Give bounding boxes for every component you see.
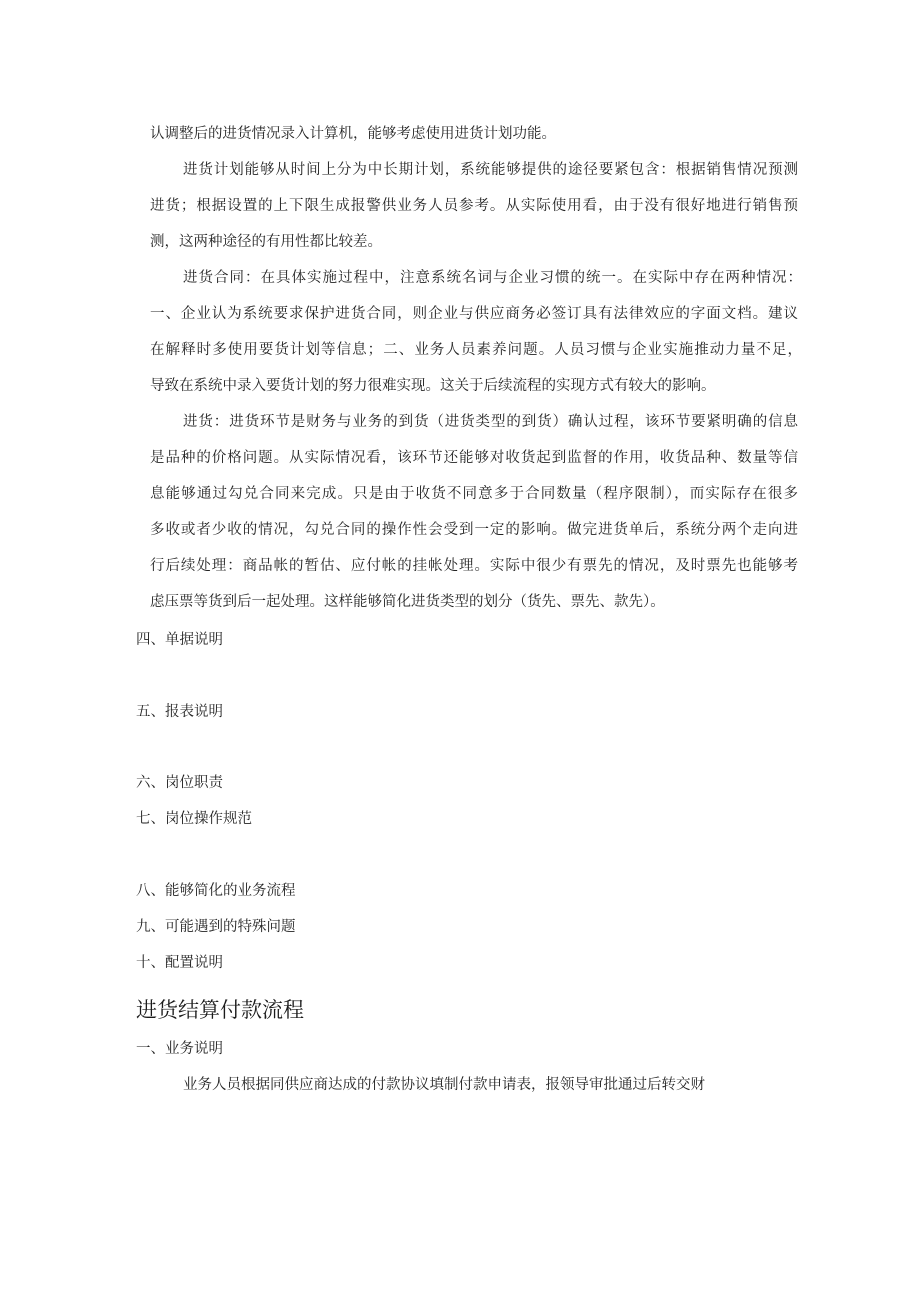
paragraph-line: 进货合同：在具体实施过程中，注意系统名词与企业习惯的统一。在实际中存在两种情况： [183, 270, 802, 286]
document-heading: 进货结算付款流程 [136, 998, 304, 1022]
paragraph-line: 认调整后的进货情况录入计算机，能够考虑使用进货计划功能。 [150, 126, 556, 142]
paragraph-line: 一、企业认为系统要求保护进货合同，则企业与供应商务必签订具有法律效应的字面文档。建议 [150, 306, 798, 322]
section-heading-9: 九、可能遇到的特殊问题 [136, 919, 296, 935]
section-heading-5: 五、报表说明 [136, 704, 223, 720]
paragraph-line: 是品种的价格问题。从实际情况看，该环节还能够对收货起到监督的作用，收货品种、数量等信 [150, 450, 798, 466]
paragraph-line: 测，这两种途径的有用性都比较差。 [150, 234, 382, 250]
section-heading-7: 七、岗位操作规范 [136, 811, 252, 827]
paragraph-line: 进货：进货环节是财务与业务的到货（进货类型的到货）确认过程，该环节要紧明确的信息 [183, 414, 798, 430]
paragraph-line: 行后续处理：商品帐的暂估、应付帐的挂帐处理。实际中很少有票先的情况，及时票先也能够考 [150, 558, 798, 574]
paragraph-line: 进货；根据设置的上下限生成报警供业务人员参考。从实际使用看，由于没有很好地进行销售预 [150, 198, 798, 214]
section-heading-6: 六、岗位职责 [136, 775, 223, 791]
paragraph-line: 进货计划能够从时间上分为中长期计划，系统能够提供的途径要紧包含：根据销售情况预测 [183, 162, 798, 178]
paragraph-line: 多收或者少收的情况，勾兑合同的操作性会受到一定的影响。做完进货单后，系统分两个走向进 [150, 522, 798, 538]
sub-section-heading: 一、业务说明 [136, 1041, 223, 1057]
paragraph-line: 虑压票等货到后一起处理。这样能够简化进货类型的划分（货先、票先、款先）。 [150, 594, 665, 610]
paragraph-line: 导致在系统中录入要货计划的努力很难实现。这关于后续流程的实现方式有较大的影响。 [150, 378, 716, 394]
section-heading-4: 四、单据说明 [136, 632, 223, 648]
paragraph-line: 息能够通过勾兑合同来完成。只是由于收货不同意多于合同数量（程序限制），而实际存在很多 [150, 486, 798, 502]
section-heading-10: 十、配置说明 [136, 955, 223, 971]
paragraph-line: 业务人员根据同供应商达成的付款协议填制付款申请表，报领导审批通过后转交财 [183, 1077, 705, 1093]
section-heading-8: 八、能够简化的业务流程 [136, 883, 296, 899]
paragraph-line: 在解释时多使用要货计划等信息；二、业务人员素养问题。人员习惯与企业实施推动力量不足， [150, 342, 802, 358]
